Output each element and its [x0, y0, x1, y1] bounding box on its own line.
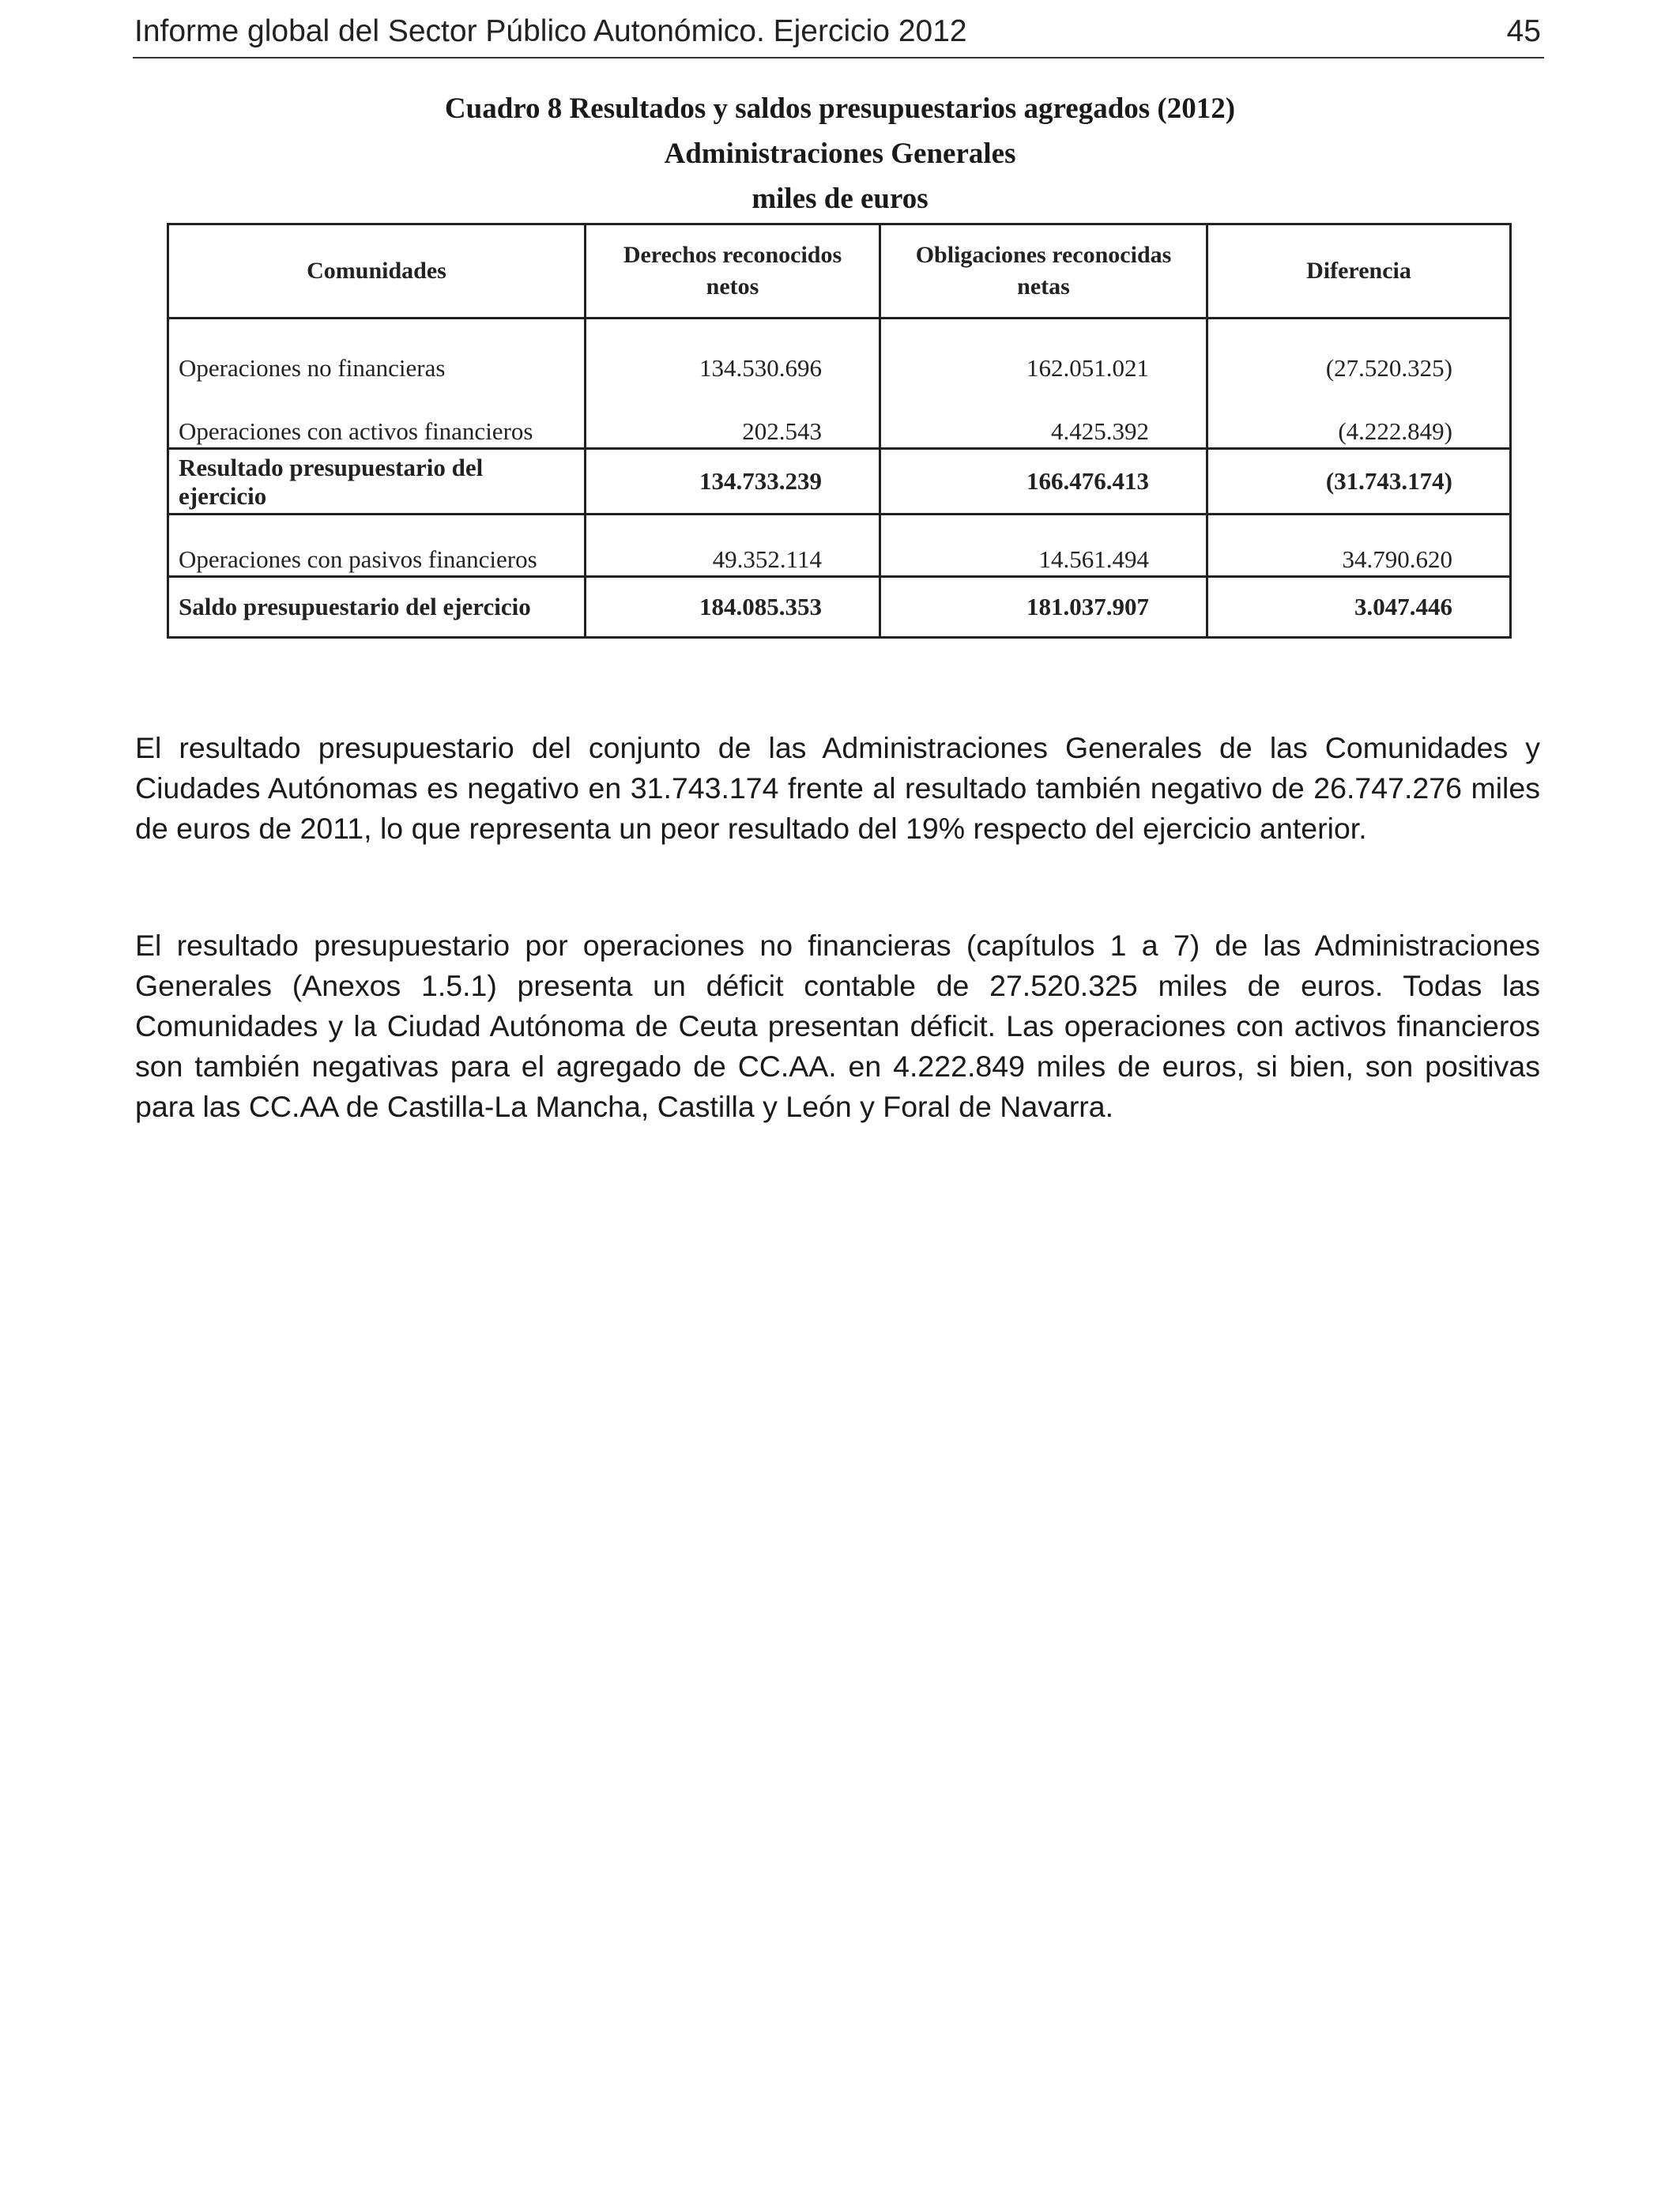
table-row [168, 319, 1511, 391]
table-row-total [168, 577, 1511, 638]
page-header [133, 11, 1544, 58]
cell-diferencia: 3.047.446 [1207, 577, 1511, 638]
budget-results-table [167, 223, 1512, 639]
row-label: Saldo presupuestario del ejercicio [168, 577, 586, 638]
table-header-row [168, 224, 1511, 319]
body-paragraph: El resultado presupuestario del conjunto de las Administraciones Generales de las Comunidades y Ciudades Autónomas es negativo en 31.743.174 frente al resultado también negativo de 26.747.276 miles de euros de 2011, lo que representa un peor resultado del 19% respecto del ejercicio anterior. [135, 730, 1540, 845]
cell-diferencia: 34.790.620 [1207, 515, 1511, 577]
header-comunidades: Comunidades [168, 224, 586, 319]
header-obligaciones: Obligaciones reconocidas netas [880, 224, 1207, 319]
cell-diferencia: (4.222.849) [1207, 390, 1511, 449]
row-label: Operaciones con pasivos financieros [168, 515, 586, 577]
cell-derechos: 202.543 [586, 390, 880, 449]
table-row-total [168, 449, 1511, 515]
header-diferencia: Diferencia [1207, 224, 1511, 319]
cell-derechos: 184.085.353 [586, 577, 880, 638]
cell-diferencia: (31.743.174) [1207, 449, 1511, 515]
cell-obligaciones: 166.476.413 [880, 449, 1207, 515]
table-row [168, 390, 1511, 449]
body-paragraph: El resultado presupuestario por operaciones no financieras (capítulos 1 a 7) de las Administraciones Generales (Anexos 1.5.1) presenta un déficit contable de 27.520.325 miles de euros. Todas las Comunidades y la Ciudad Autónoma de Ceuta presentan déficit. Las operaciones con activos financieros son también negativas para el agregado de CC.AA. en 4.222.849 miles de euros, si bien, son positivas para las CC.AA de Castilla-La Mancha, Castilla y León y Foral de Navarra. [135, 928, 1540, 1123]
cell-derechos: 134.530.696 [586, 319, 880, 391]
cell-obligaciones: 4.425.392 [880, 390, 1207, 449]
table-row [168, 515, 1511, 577]
row-label: Operaciones no financieras [168, 319, 586, 391]
cell-derechos: 134.733.239 [586, 449, 880, 515]
cell-obligaciones: 181.037.907 [880, 577, 1207, 638]
running-title: Informe global del Sector Público Autonómico. Ejercicio 2012 [134, 14, 967, 48]
header-derechos: Derechos reconocidos netos [586, 224, 880, 319]
cell-obligaciones: 162.051.021 [880, 319, 1207, 391]
cell-derechos: 49.352.114 [586, 515, 880, 577]
table-caption-title: Cuadro 8 Resultados y saldos presupuestarios agregados (2012) [444, 92, 1236, 125]
table-caption-subtitle: Administraciones Generales [664, 138, 1016, 170]
row-label: Resultado presupuestario del ejercicio [168, 449, 586, 515]
page-number: 45 [1506, 14, 1541, 48]
row-label: Operaciones con activos financieros [168, 390, 586, 449]
table-caption-units: miles de euros [751, 183, 929, 215]
cell-diferencia: (27.520.325) [1207, 319, 1511, 391]
cell-obligaciones: 14.561.494 [880, 515, 1207, 577]
